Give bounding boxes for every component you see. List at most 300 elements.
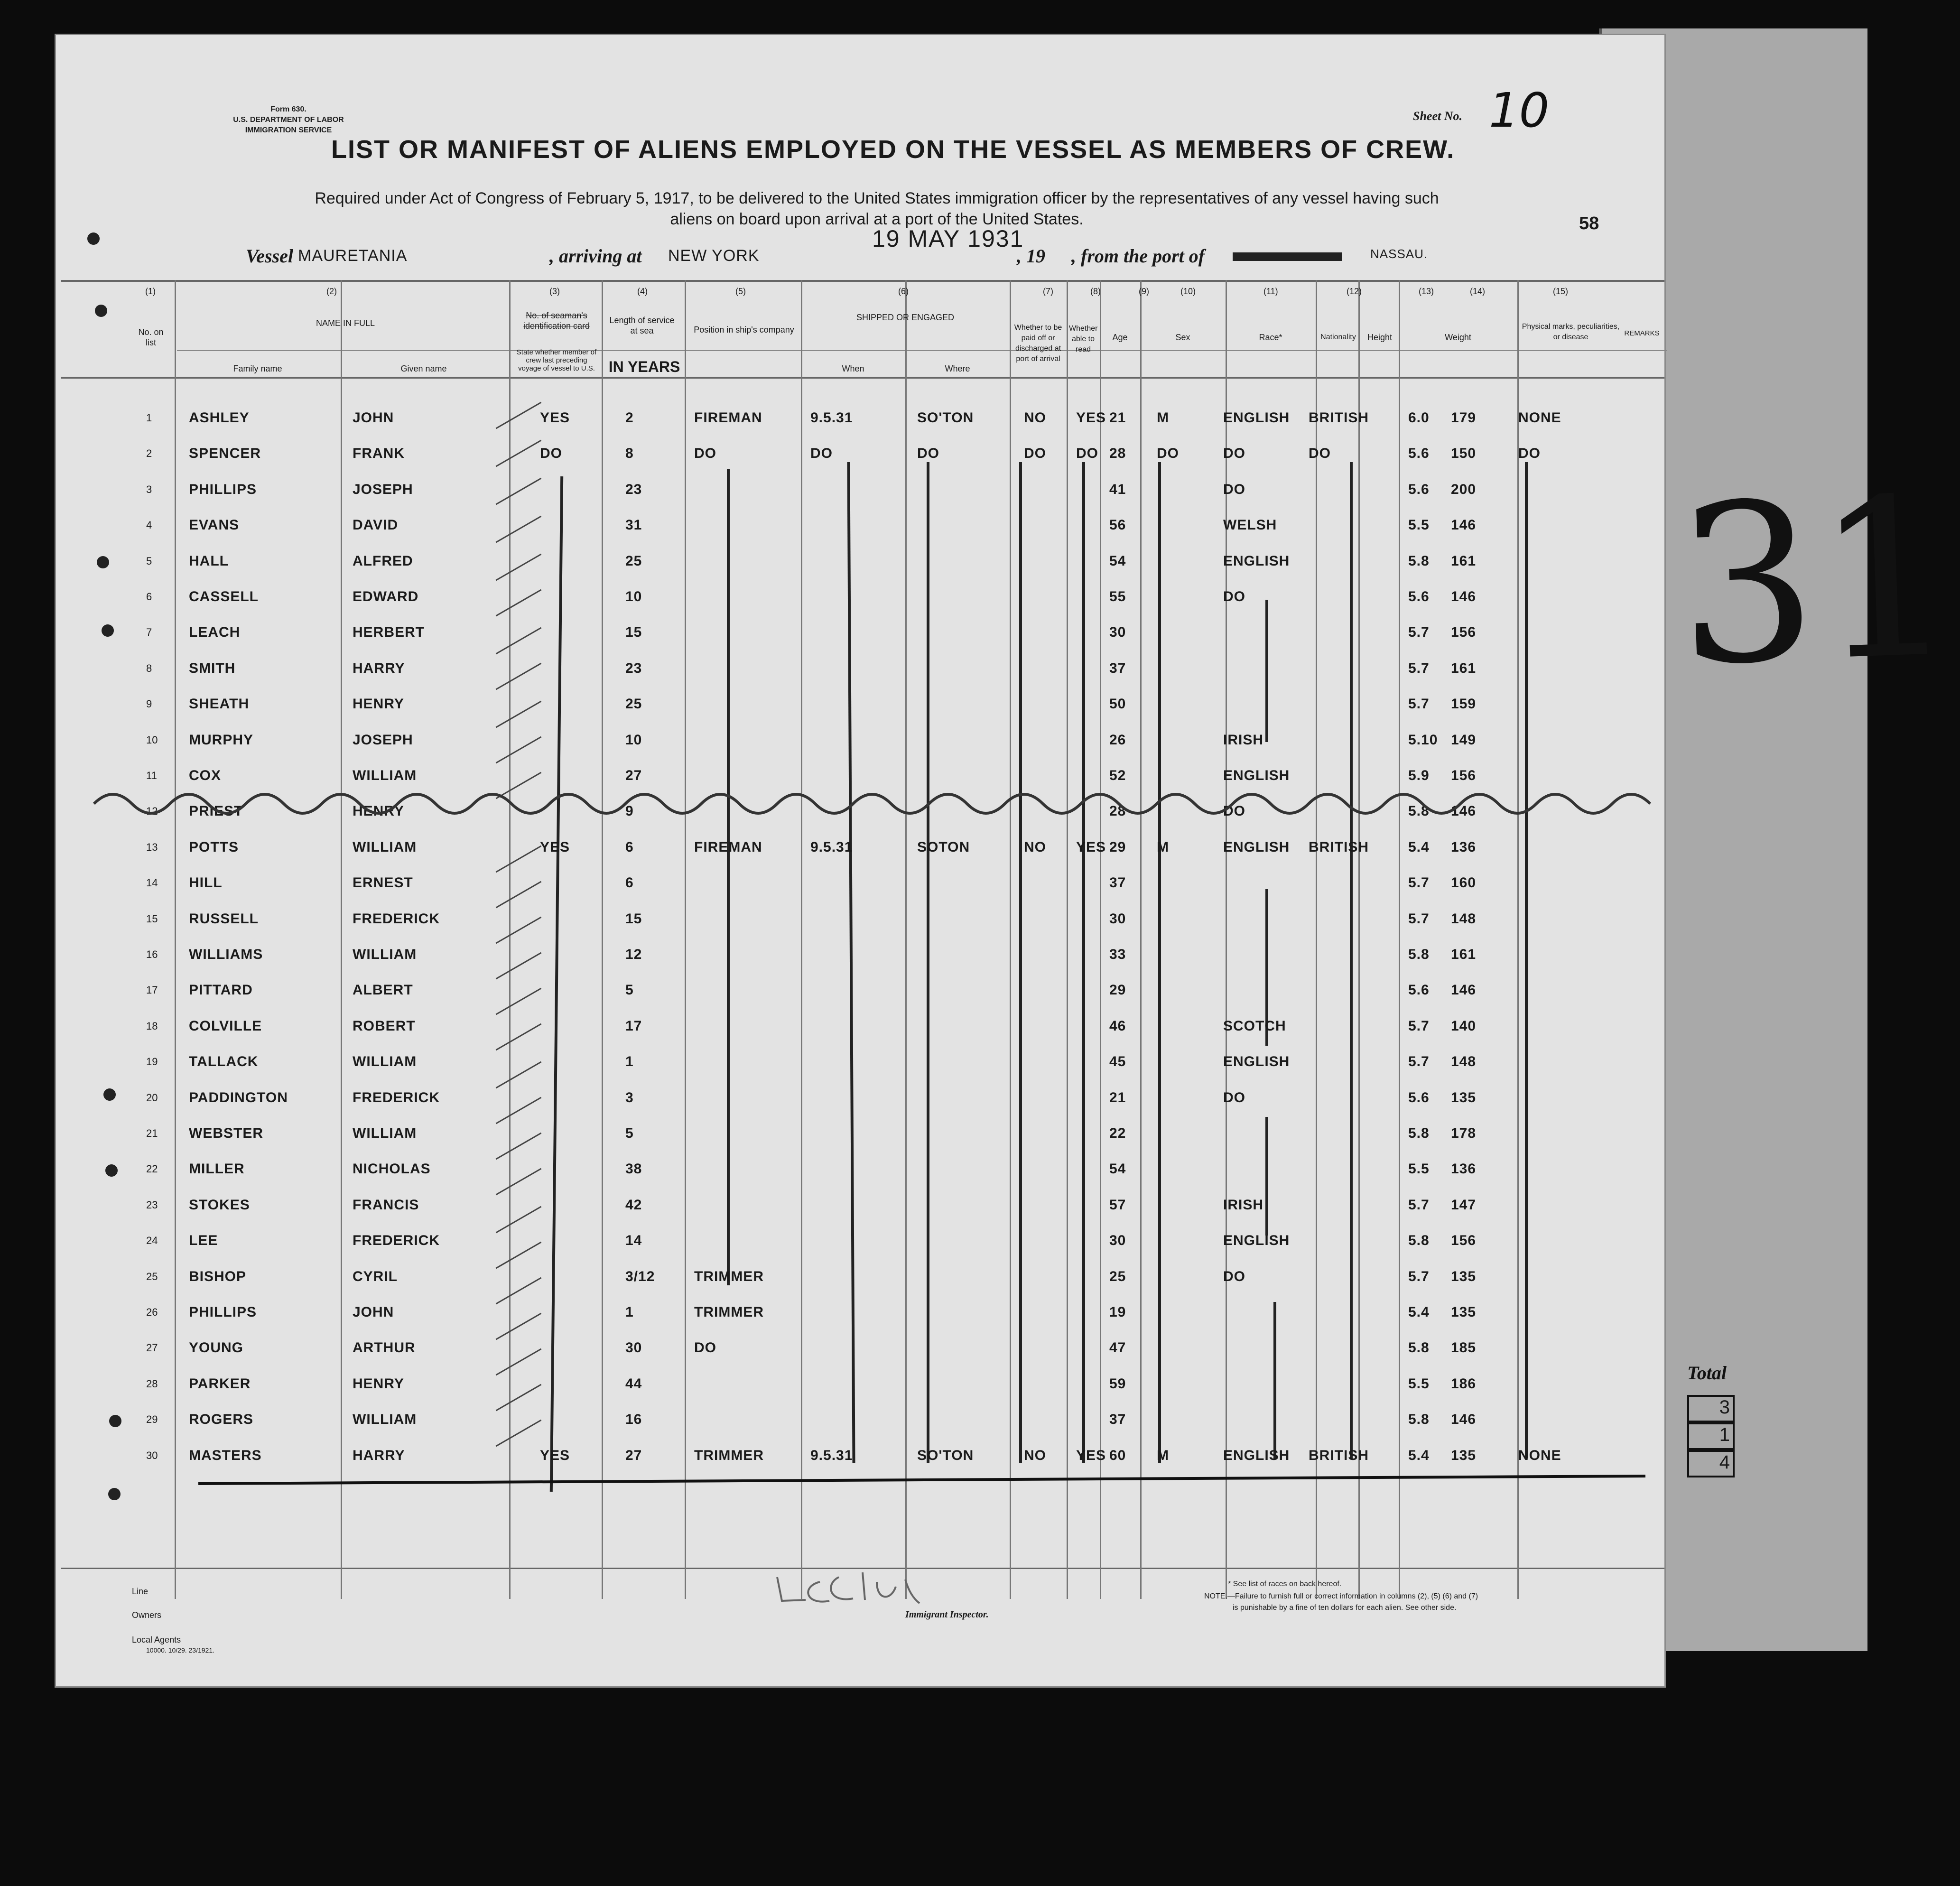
age: 50 <box>1109 696 1126 712</box>
age: 54 <box>1109 1161 1126 1177</box>
penalty-note-cont: is punishable by a fine of ten dollars for each alien. See other side. <box>1233 1604 1457 1612</box>
age: 55 <box>1109 589 1126 604</box>
family-name: COX <box>189 768 222 783</box>
age: 47 <box>1109 1340 1126 1356</box>
race: IRISH <box>1223 732 1264 748</box>
family-name: MURPHY <box>189 732 254 748</box>
column-rule <box>1067 280 1068 1599</box>
able-to-read: YES <box>1076 410 1106 426</box>
height: 5.4 <box>1408 1304 1430 1320</box>
family-name: SHEATH <box>189 696 250 712</box>
check-mark <box>496 952 542 980</box>
height: 5.6 <box>1408 589 1430 604</box>
years-of-service: 6 <box>625 839 634 855</box>
check-mark <box>496 554 542 581</box>
column-rule <box>905 280 907 1599</box>
weight: 148 <box>1451 1054 1477 1070</box>
binder-hole <box>87 232 100 245</box>
years-of-service: 14 <box>625 1233 642 1249</box>
race: DO <box>1223 589 1245 604</box>
family-name: PRIEST <box>189 803 243 819</box>
height: 5.7 <box>1408 1018 1430 1034</box>
weight: 146 <box>1451 982 1477 998</box>
height: 5.5 <box>1408 1161 1430 1177</box>
penalty-note: NOTE.—Failure to furnish full or correct information in columns (2), (5) (6) and (7) <box>1204 1592 1478 1600</box>
row-number: 14 <box>146 877 158 889</box>
years-of-service: 5 <box>625 1125 634 1141</box>
age: 56 <box>1109 517 1126 533</box>
years-of-service: 1 <box>625 1304 634 1320</box>
column-number: (7) <box>1043 287 1053 296</box>
height: 5.7 <box>1408 624 1430 641</box>
binder-hole <box>97 556 109 568</box>
family-name: POTTS <box>189 839 239 855</box>
discharged: NO <box>1024 839 1046 855</box>
check-mark <box>496 988 542 1015</box>
weight: 140 <box>1451 1018 1477 1034</box>
age: 33 <box>1109 947 1126 962</box>
shipped-where: SO'TON <box>917 410 974 426</box>
row-number: 18 <box>146 1020 158 1032</box>
weight: 161 <box>1451 947 1477 962</box>
binder-hole <box>108 1488 121 1500</box>
years-of-service: 10 <box>625 732 642 748</box>
check-mark <box>496 1242 542 1269</box>
check-mark <box>496 1061 542 1089</box>
ditto-line <box>927 462 929 1463</box>
check-mark <box>496 402 542 429</box>
row-number: 9 <box>146 698 152 710</box>
check-mark <box>496 736 542 764</box>
discharged: NO <box>1024 410 1046 426</box>
page-title: LIST OR MANIFEST OF ALIENS EMPLOYED ON THE VESSEL AS MEMBERS OF CREW. <box>331 135 1455 164</box>
age: 45 <box>1109 1054 1126 1070</box>
years-of-service: 44 <box>625 1375 642 1392</box>
header-race: Race* <box>1259 333 1282 342</box>
years-of-service: 25 <box>625 696 642 712</box>
shipped-where: DO <box>917 446 939 462</box>
given-name: HENRY <box>353 803 404 819</box>
arrival-port: NEW YORK <box>668 247 760 265</box>
height: 5.7 <box>1408 696 1430 712</box>
column-rule <box>1358 280 1360 1599</box>
height: 5.7 <box>1408 1054 1430 1070</box>
family-name: ASHLEY <box>189 410 250 426</box>
shipped-when: 9.5.31 <box>810 1447 853 1463</box>
given-name: HARRY <box>353 1447 405 1463</box>
age: 52 <box>1109 768 1126 783</box>
race: ENGLISH <box>1223 1447 1290 1463</box>
height: 5.8 <box>1408 553 1430 569</box>
row-number: 22 <box>146 1163 158 1175</box>
weight: 148 <box>1451 910 1477 927</box>
height: 5.5 <box>1408 517 1430 533</box>
age: 59 <box>1109 1375 1126 1392</box>
family-name: MASTERS <box>189 1447 262 1463</box>
check-mark <box>496 917 542 944</box>
age: 22 <box>1109 1125 1126 1141</box>
family-name: WILLIAMS <box>189 947 263 962</box>
sheet-number: 10 <box>1489 83 1550 138</box>
race: ENGLISH <box>1223 839 1290 855</box>
height: 5.6 <box>1408 982 1430 998</box>
given-name: ALFRED <box>353 553 413 569</box>
row-number: 29 <box>146 1413 158 1426</box>
height: 5.8 <box>1408 1233 1430 1249</box>
weight: 156 <box>1451 1233 1477 1249</box>
row-number: 21 <box>146 1127 158 1139</box>
given-name: FREDERICK <box>353 1089 440 1106</box>
height: 5.6 <box>1408 446 1430 462</box>
height: 5.5 <box>1408 1375 1430 1392</box>
nationality: BRITISH <box>1309 410 1369 426</box>
row-number: 25 <box>146 1270 158 1282</box>
shipped-where: SO'TON <box>917 1447 974 1463</box>
weight: 135 <box>1451 1447 1477 1463</box>
header-nationality: Nationality <box>1320 333 1356 341</box>
row-number: 6 <box>146 591 152 603</box>
column-rule <box>1316 280 1317 1599</box>
row-number: 30 <box>146 1449 158 1461</box>
weight: 135 <box>1451 1089 1477 1106</box>
sex: M <box>1157 839 1169 855</box>
page-count: 58 <box>1579 214 1599 233</box>
row-number: 16 <box>146 948 158 960</box>
check-mark <box>496 1023 542 1051</box>
weight: 147 <box>1451 1197 1477 1213</box>
years-of-service: 17 <box>625 1018 642 1034</box>
age: 21 <box>1109 410 1126 426</box>
given-name: WILLIAM <box>353 1054 417 1070</box>
shipped-when: 9.5.31 <box>810 410 853 426</box>
header-given-name: Given name <box>400 364 447 373</box>
family-name: PITTARD <box>189 982 253 998</box>
binder-hole <box>102 624 114 637</box>
column-number: (2) <box>326 287 337 296</box>
total-box: 4 <box>1687 1450 1735 1477</box>
age: 30 <box>1109 624 1126 641</box>
check-mark <box>496 1384 542 1412</box>
weight: 185 <box>1451 1340 1477 1356</box>
height: 5.7 <box>1408 660 1430 676</box>
check-mark <box>496 663 542 690</box>
column-number: (12) <box>1347 287 1362 296</box>
physical-marks: NONE <box>1518 410 1561 426</box>
sex: M <box>1157 410 1169 426</box>
manifest-page <box>56 35 1664 1686</box>
nationality: BRITISH <box>1309 839 1369 855</box>
given-name: WILLIAM <box>353 1125 417 1141</box>
arriving-label: , arriving at <box>549 245 642 267</box>
weight: 146 <box>1451 517 1477 533</box>
years-of-service: 23 <box>625 660 642 676</box>
inspector-label: Immigrant Inspector. <box>905 1609 989 1620</box>
height: 5.9 <box>1408 768 1430 783</box>
ditto-line <box>727 469 730 1285</box>
family-name: YOUNG <box>189 1340 244 1356</box>
years-of-service: 8 <box>625 446 634 462</box>
years-of-service: 12 <box>625 947 642 962</box>
given-name: CYRIL <box>353 1268 398 1284</box>
family-name: STOKES <box>189 1197 250 1213</box>
form-header <box>217 104 360 136</box>
weight: 159 <box>1451 696 1477 712</box>
race: ENGLISH <box>1223 553 1290 569</box>
sex: M <box>1157 1447 1169 1463</box>
column-rule <box>1010 280 1011 1599</box>
age: 54 <box>1109 553 1126 569</box>
ditto-line <box>1082 462 1085 1463</box>
race: DO <box>1223 446 1245 462</box>
header-rule <box>177 350 1667 351</box>
race: ENGLISH <box>1223 768 1290 783</box>
check-mark <box>496 1206 542 1234</box>
check-mark <box>496 1348 542 1376</box>
row-number: 7 <box>146 626 152 639</box>
family-name: MILLER <box>189 1161 245 1177</box>
shipped-when: DO <box>810 446 833 462</box>
races-note: * See list of races on back hereof. <box>1228 1580 1342 1588</box>
age: 25 <box>1109 1268 1126 1284</box>
given-name: EDWARD <box>353 589 419 604</box>
height: 5.8 <box>1408 947 1430 962</box>
row-number: 12 <box>146 805 158 818</box>
check-mark <box>496 1097 542 1124</box>
given-name: WILLIAM <box>353 768 417 783</box>
print-code: 10000. 10/29. 23/1921. <box>146 1646 215 1654</box>
column-number: (8) <box>1090 287 1101 296</box>
weight: 161 <box>1451 660 1477 676</box>
weight: 135 <box>1451 1268 1477 1284</box>
height: 6.0 <box>1408 410 1430 426</box>
ditto-line <box>1350 462 1353 1459</box>
form-number: Form 630. <box>270 105 307 113</box>
years-of-service: 30 <box>625 1340 642 1356</box>
age: 37 <box>1109 1412 1126 1428</box>
column-rule <box>602 280 603 1599</box>
ship-position: TRIMMER <box>694 1447 764 1463</box>
years-of-service: 10 <box>625 589 642 604</box>
header-sex: Sex <box>1175 333 1190 342</box>
row-number: 3 <box>146 483 152 495</box>
check-mark <box>496 1420 542 1447</box>
weight: 156 <box>1451 624 1477 641</box>
header-age: Age <box>1112 333 1128 342</box>
years-of-service: 38 <box>625 1161 642 1177</box>
header-when: When <box>842 364 864 373</box>
years-of-service: 15 <box>625 624 642 641</box>
age: 37 <box>1109 875 1126 891</box>
able-to-read: YES <box>1076 839 1106 855</box>
department: U.S. DEPARTMENT OF LABOR <box>233 116 344 124</box>
row-number: 5 <box>146 555 152 567</box>
family-name: PARKER <box>189 1375 251 1392</box>
ditto-line <box>550 476 563 1492</box>
row-number: 28 <box>146 1377 158 1390</box>
given-name: HENRY <box>353 1375 404 1392</box>
years-of-service: 3 <box>625 1089 634 1106</box>
discharged: DO <box>1024 446 1046 462</box>
column-rule <box>1517 280 1519 1599</box>
row-number: 11 <box>146 770 157 781</box>
given-name: FRANK <box>353 446 405 462</box>
weight: 161 <box>1451 553 1477 569</box>
years-of-service: 5 <box>625 982 634 998</box>
header-no-on-list: No. on list <box>138 327 164 347</box>
ship-position: TRIMMER <box>694 1268 764 1284</box>
height: 5.10 <box>1408 732 1438 748</box>
age: 29 <box>1109 839 1126 855</box>
weight: 179 <box>1451 410 1477 426</box>
years-of-service: 16 <box>625 1412 642 1428</box>
years-of-service: 25 <box>625 553 642 569</box>
column-number: (4) <box>637 287 648 296</box>
check-mark <box>496 516 542 543</box>
height: 5.6 <box>1408 481 1430 497</box>
redaction-bar <box>1233 252 1342 261</box>
able-to-read: YES <box>1076 1447 1106 1463</box>
row-number: 15 <box>146 912 158 925</box>
row-number: 19 <box>146 1056 158 1068</box>
binder-hole <box>109 1415 121 1427</box>
service: IMMIGRATION SERVICE <box>245 126 332 134</box>
ship-position: FIREMAN <box>694 839 762 855</box>
given-name: FREDERICK <box>353 1233 440 1249</box>
check-mark <box>496 1133 542 1160</box>
weight: 136 <box>1451 839 1477 855</box>
column-number: (1) <box>145 287 156 296</box>
family-name: LEACH <box>189 624 241 641</box>
given-name: ALBERT <box>353 982 413 998</box>
from-port-label: , from the port of <box>1071 245 1205 267</box>
given-name: FRANCIS <box>353 1197 419 1213</box>
total-box: 3 <box>1687 1395 1735 1422</box>
given-name: WILLIAM <box>353 947 417 962</box>
row-number: 4 <box>146 519 152 531</box>
family-name: PHILLIPS <box>189 1304 257 1320</box>
family-name: SMITH <box>189 660 236 676</box>
departure-port: NASSAU. <box>1370 247 1428 261</box>
column-number: (14) <box>1470 287 1486 296</box>
row-number: 2 <box>146 447 152 460</box>
ditto-line <box>1019 462 1022 1463</box>
height: 5.4 <box>1408 839 1430 855</box>
height: 5.8 <box>1408 803 1430 819</box>
column-rule <box>341 280 342 1599</box>
family-name: SPENCER <box>189 446 261 462</box>
binder-hole <box>105 1164 118 1177</box>
column-rule <box>175 280 176 1599</box>
column-number: (5) <box>735 287 746 296</box>
row-number: 26 <box>146 1306 158 1318</box>
requirement-text <box>213 188 1541 230</box>
arrival-date-stamp: 19 MAY 1931 <box>872 225 1024 252</box>
ditto-line <box>1525 462 1528 1459</box>
header-name-in-full: NAME IN FULL <box>316 318 375 328</box>
binder-hole <box>95 305 107 317</box>
height: 5.8 <box>1408 1125 1430 1141</box>
family-name: HILL <box>189 875 223 891</box>
binder-hole <box>103 1088 116 1101</box>
given-name: JOSEPH <box>353 732 413 748</box>
vessel-name: MAURETANIA <box>298 247 408 265</box>
family-name: PHILLIPS <box>189 481 257 497</box>
age: 57 <box>1109 1197 1126 1213</box>
row-number: 13 <box>146 841 158 853</box>
weight: 146 <box>1451 589 1477 604</box>
age: 19 <box>1109 1304 1126 1320</box>
ship-position: FIREMAN <box>694 410 762 426</box>
column-rule <box>801 280 802 1599</box>
race: IRISH <box>1223 1197 1264 1213</box>
header-seaman-card: No. of seaman's identification card <box>523 311 590 331</box>
row-29-strike-through <box>198 1475 1645 1485</box>
previous-voyage: YES <box>540 1447 570 1463</box>
race: DO <box>1223 481 1245 497</box>
given-name: DAVID <box>353 517 399 533</box>
row-number: 10 <box>146 734 158 746</box>
row-number: 20 <box>146 1091 158 1104</box>
sheet-label: Sheet No. <box>1413 109 1462 123</box>
shipped-when: 9.5.31 <box>810 839 853 855</box>
given-name: ERNEST <box>353 875 413 891</box>
physical-marks: DO <box>1518 446 1541 462</box>
weight: 146 <box>1451 803 1477 819</box>
given-name: JOHN <box>353 1304 394 1320</box>
height: 5.8 <box>1408 1412 1430 1428</box>
check-mark <box>496 1313 542 1340</box>
header-weight: Weight <box>1445 333 1471 342</box>
weight: 135 <box>1451 1304 1477 1320</box>
given-name: WILLIAM <box>353 1412 417 1428</box>
column-number: (10) <box>1180 287 1196 296</box>
able-to-read: DO <box>1076 446 1098 462</box>
given-name: ROBERT <box>353 1018 416 1034</box>
given-name: HARRY <box>353 660 405 676</box>
check-mark <box>496 1168 542 1196</box>
header-physical-marks: Physical marks, peculiarities, or disease <box>1522 323 1620 341</box>
line-label: Line <box>132 1587 149 1596</box>
race: WELSH <box>1223 517 1277 533</box>
total-label: Total <box>1687 1362 1727 1384</box>
height: 5.7 <box>1408 1197 1430 1213</box>
age: 41 <box>1109 481 1126 497</box>
back-sheet-number: 31 <box>1673 450 1960 715</box>
race: ENGLISH <box>1223 1054 1290 1070</box>
years-of-service: 6 <box>625 875 634 891</box>
age: 26 <box>1109 732 1126 748</box>
header-position: Position in ship's company <box>694 325 794 334</box>
years-of-service: 9 <box>625 803 634 819</box>
years-of-service: 1 <box>625 1054 634 1070</box>
age: 60 <box>1109 1447 1126 1463</box>
requirement-line: aliens on board upon arrival at a port of the United States. <box>670 210 1084 228</box>
height: 5.7 <box>1408 910 1430 927</box>
family-name: CASSELL <box>189 589 259 604</box>
race: ENGLISH <box>1223 1233 1290 1249</box>
local-agents-label: Local Agents <box>132 1635 181 1644</box>
given-name: ARTHUR <box>353 1340 416 1356</box>
header-in-years: IN YEARS <box>608 358 680 375</box>
race: DO <box>1223 1089 1245 1106</box>
table-top-rule <box>61 280 1664 282</box>
family-name: EVANS <box>189 517 240 533</box>
years-of-service: 2 <box>625 410 634 426</box>
ship-position: TRIMMER <box>694 1304 764 1320</box>
ditto-line <box>1265 1117 1268 1236</box>
height: 5.8 <box>1408 1340 1430 1356</box>
row-number: 1 <box>146 412 152 424</box>
